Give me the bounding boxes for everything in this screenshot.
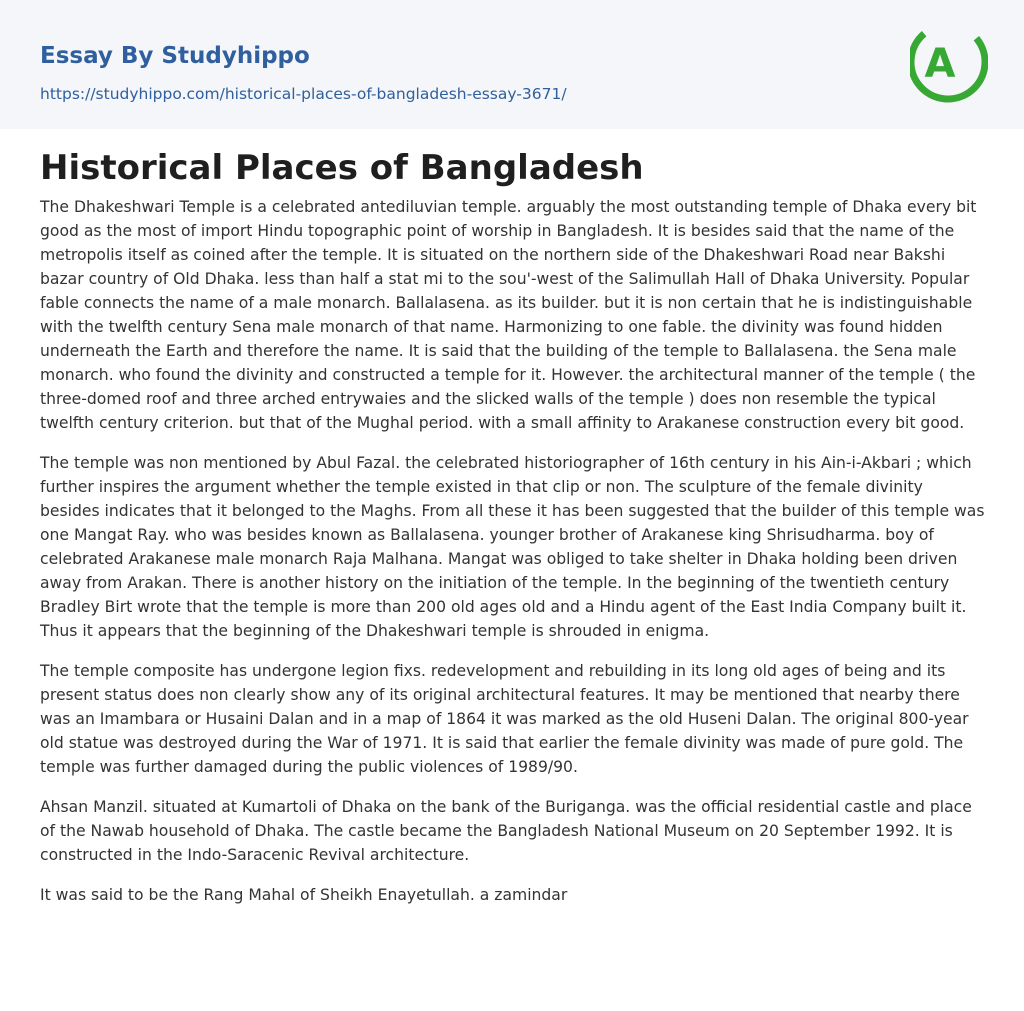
paragraph: Ahsan Manzil. situated at Kumartoli of Dhaka on the bank of the Buriganga. was the official residential castle and place of the Nawab household of Dhaka. The castle became the Bangladesh National Museum on 20 September 1992. It is constructed in the Indo-Saracenic Revival architecture.	[40, 798, 972, 864]
page-title: Historical Places of Bangladesh	[40, 148, 644, 188]
source-url-link[interactable]: https://studyhippo.com/historical-places-of-bangladesh-essay-3671/	[40, 85, 567, 103]
paragraph: The Dhakeshwari Temple is a celebrated antediluvian temple. arguably the most outstanding temple of Dhaka every bit good as the most of import Hindu topographic point of worship in Bangladesh. It is besides said that the name of the metropolis itself as coined after the temple. It is situated on the northern side of the Dhakeshwari Road near Bakshi bazar country of Old Dhaka. less than half a stat mi to the sou'-west of the Salimullah Hall of Dhaka University. Popular fable connects the name of a male monarch. Ballalasena. as its builder. but it is non certain that he is indistinguishable with the twelfth century Sena male monarch of that name. Harmonizing to one fable. the divinity was found hidden underneath the Earth and therefore the name. It is said that the building of the temple to Ballalasena. the Sena male monarch. who found the divinity and constructed a temple for it. However. the architectural manner of the temple ( the three-domed roof and three arched entrywaies and the slicked walls of the temple ) does non resemble the typical twelfth century criterion. but that of the Mughal period. with a small affinity to Arakanese construction every bit good.	[40, 198, 977, 432]
site-title[interactable]: Essay By Studyhippo	[40, 43, 310, 69]
studyhippo-logo-icon[interactable]	[910, 18, 988, 106]
site-header	[0, 0, 1024, 129]
paragraph: It was said to be the Rang Mahal of Sheikh Enayetullah. a zamindar	[40, 886, 568, 904]
article-content	[40, 145, 985, 923]
paragraph: The temple was non mentioned by Abul Fazal. the celebrated historiographer of 16th century in his Ain-i-Akbari ; which further inspires the argument whether the temple existed in that clip or non. The sculpture of the female divinity besides indicates that it belonged to the Maghs. From all these it has been suggested that the builder of this temple was one Mangat Ray. who was besides known as Ballalasena. younger brother of Arakanese king Shrisudharma. boy of celebrated Arakanese male monarch Raja Malhana. Mangat was obliged to take shelter in Dhaka holding been driven away from Arakan. There is another history on the initiation of the temple. In the beginning of the twentieth century Bradley Birt wrote that the temple is more than 200 old ages old and a Hindu agent of the East India Company built it. Thus it appears that the beginning of the Dhakeshwari temple is shrouded in enigma.	[40, 454, 985, 640]
logo-letter: A	[924, 41, 956, 87]
paragraph: The temple composite has undergone legion fixs. redevelopment and rebuilding in its long old ages of being and its present status does non clearly show any of its original architectural features. It may be mentioned that nearby there was an Imambara or Husaini Dalan and in a map of 1864 it was marked as the old Huseni Dalan. The original 800-year old statue was destroyed during the War of 1971. It is said that earlier the female divinity was made of pure gold. The temple was further damaged during the public violences of 1989/90.	[40, 662, 969, 776]
